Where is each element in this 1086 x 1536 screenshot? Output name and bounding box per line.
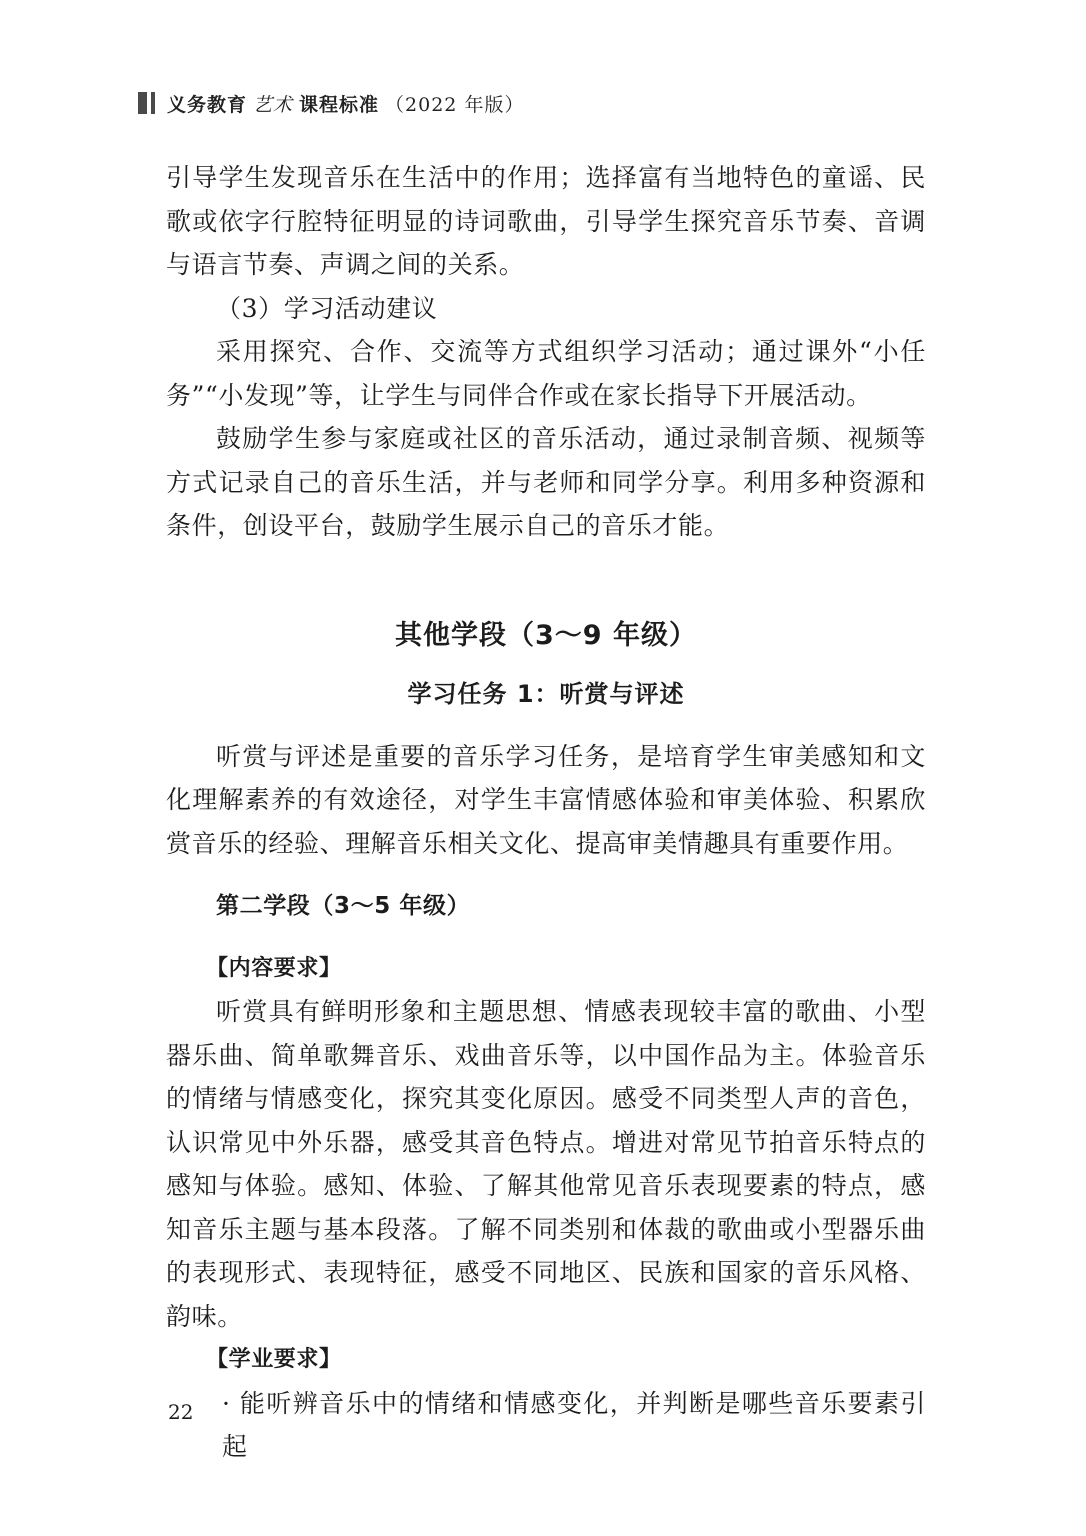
section-title: 其他学段（3～9 年级）: [395, 619, 697, 651]
header-edition: （2022 年版）: [385, 93, 525, 116]
paragraph-6: 听赏具有鲜明形象和主题思想、情感表现较丰富的歌曲、小型器乐曲、简单歌舞音乐、戏曲音乐等，以中国作品为主。体验音乐的情绪与情感变化，探究其变化原因。感受不同类型人声的音色，认识常见中外乐器，感受其音色特点。增进对常见节拍音乐特点的感知与体验。感知、体验、了解其他常见音乐表现要素的特点，感知音乐主题与基本段落。了解不同类别和体裁的歌曲或小型器乐曲的表现形式、表现特征，感受不同地区、民族和国家的音乐风格、韵味。: [166, 997, 926, 1331]
paragraph-1: 引导学生发现音乐在生活中的作用；选择富有当地特色的童谣、民歌或依字行腔特征明显的诗词歌曲，引导学生探究音乐节奏、音调与语言节奏、声调之间的关系。: [166, 163, 926, 279]
page-body: [166, 156, 926, 1469]
running-header: [138, 88, 524, 118]
stage-title: 第二学段（3～5 年级）: [216, 893, 471, 919]
paragraph-3: 采用探究、合作、交流等方式组织学习活动；通过课外“小任务”“小发现”等，让学生与同伴合作或在家长指导下开展活动。: [166, 337, 926, 410]
header-bars-icon: [138, 92, 155, 114]
header-part1: 义务教育: [167, 93, 248, 116]
paragraph-4: 鼓励学生参与家庭或社区的音乐活动，通过录制音频、视频等方式记录自己的音乐生活，并与老师和同学分享。利用多种资源和条件，创设平台，鼓励学生展示自己的音乐才能。: [166, 424, 926, 540]
academic-requirements-title: 【学业要求】: [206, 1347, 342, 1372]
subheading-activity-suggestions: （3）学习活动建议: [216, 293, 438, 323]
header-title: [167, 90, 524, 117]
content-requirements-title: 【内容要求】: [206, 955, 342, 981]
paragraph-5: 听赏与评述是重要的音乐学习任务，是培育学生审美感知和文化理解素养的有效途径，对学生丰富情感体验和审美体验、积累欣赏音乐的经验、理解音乐相关文化、提高审美情趣具有重要作用。: [166, 741, 926, 858]
page-number: 22: [168, 1400, 194, 1424]
task-title: 学习任务 1：听赏与评述: [407, 680, 685, 708]
bullet-item-1: · 能听辨音乐中的情绪和情感变化，并判断是哪些音乐要素引起: [222, 1388, 926, 1461]
header-part2: 艺术: [253, 93, 294, 116]
header-part3: 课程标准: [299, 93, 380, 116]
